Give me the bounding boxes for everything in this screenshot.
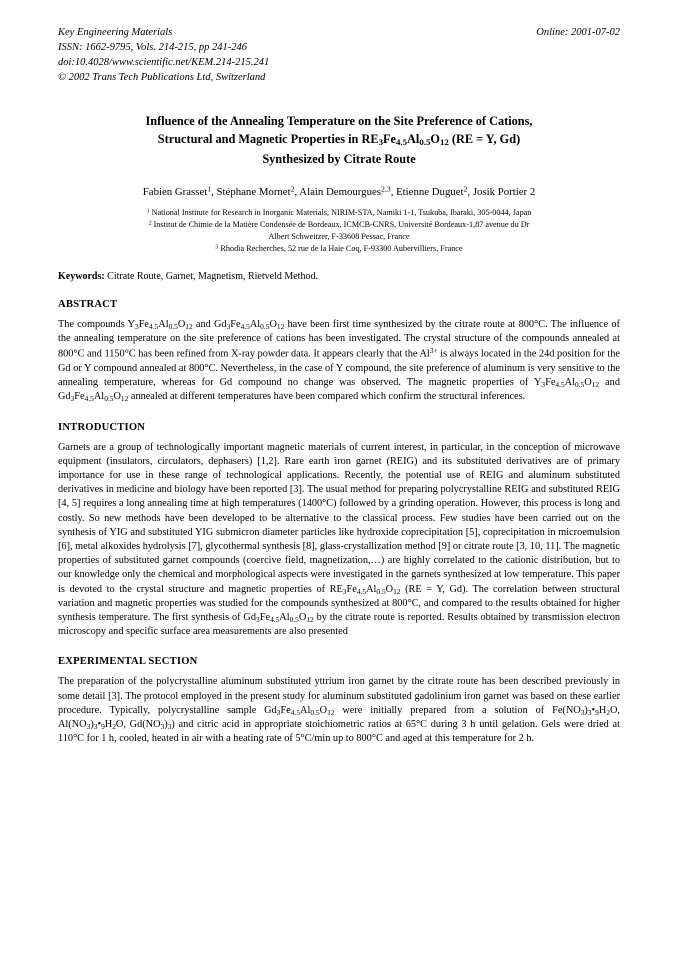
authors-text: Fabien Grasset$^1$, Stéphane Mornet$^2$, Alain Demourgues$^{2,3}$, Etienne Duguet$^2$, Josik Portier 2 xyxy=(142,184,536,199)
page-header xyxy=(58,26,620,86)
affiliation-3: $^3$ Rhodia Recherches, 52 rue de la Haie Coq, F-93300 Aubervilliers, France xyxy=(215,244,463,254)
online-date: Online: 2001-07-02 xyxy=(536,27,620,38)
introduction-heading: INTRODUCTION xyxy=(58,421,146,433)
title-line-2-mid-3: O xyxy=(430,132,440,147)
issn-line: ISSN: 1662-9795, Vols. 214-215, pp 241-246 xyxy=(58,41,247,53)
title-sub-3: 0.5 xyxy=(419,137,431,148)
keywords-label: Keywords: xyxy=(58,271,105,283)
affiliation-block xyxy=(58,207,620,255)
affiliation-1: $^1$ National Institute for Research in Inorganic Materials, NIRIM-STA, Namiki 1-1, Tsukuba, Ibaraki, 305-0044, Japan xyxy=(146,208,532,218)
author-list xyxy=(58,185,620,198)
introduction-text: Garnets are a group of technologically important magnetic materials of current interest, in particular, in the conception of microwave equipment (insulators, circulators, dephasers) [1,2]. Rare earth iron garnet (REIG) and its substituted derivatives are of primary importance for use in these range of technological applications. Recently, the potential use of REIG and aluminum substituted derivatives in medicine and biology have been reported [3]. The usual method for preparing polycrystalline REIG and substituted REIG [4, 5] requires a long annealing time at high temperatures (1400°C) followed by a grinding operation. However, this process is long and costly. So new methods have been developed to be alternative to the classical process. Few studies have been carried out on the synthesis of YIG and substituted YIG submicron diameter particles like hydroxide coprecipitation [5], coprecipitation in microemulsion [6], metal alkoxides hydrolysis [7], glycothermal synthesis [8], glass-crystallization method [9] or citrate route [3, 10, 11]. The magnetic properties of substituted garnet compounds (coercive field, magnetization,…) are highly correlated to the cationic distribution, but to our knowledge only the chemical and morphological aspects were investigated in the garnets synthesized at low temperature. This paper is devoted to the crystal structure and magnetic properties of $RE_3Fe_{4.5}Al_{0.5}O_{12}$ (RE = Y, Gd). The correlation between structural variation and magnetic properties was studied for the compounds synthesized at 800°C, and compared to the results obtained for higher synthesis temperature. The first synthesis of $Gd_3Fe_{4.5}Al_{0.5}O_{12}$ by the citrate route is reported. Results obtained by transmission electron microscopy and specific surface area measurements are also presented xyxy=(58,441,620,638)
title-sub-2: 4.5 xyxy=(395,137,408,148)
abstract-heading: ABSTRACT xyxy=(58,299,118,311)
affiliation-2: $^2$ Institut de Chimie de la Matière Condensée de Bordeaux, ICMCB-CNRS, Université Bordeaux-1,87 avenue du Dr xyxy=(148,220,530,230)
title-line-2-mid-1: Fe xyxy=(382,132,396,147)
title-line-2-mid-2: Al xyxy=(407,132,420,147)
doi-line: doi:10.4028/www.scientific.net/KEM.214-215.241 xyxy=(58,56,270,68)
page-title xyxy=(58,112,620,168)
experimental-text: The preparation of the polycrystalline aluminum substituted yttrium iron garnet by the citrate route has been described previously in some detail [3]. The protocol employed in the present study for aluminum substituted gadolinium iron garnet was based on these earlier procedure. Typically, polycrystalline sample $Gd_3Fe_{4.5}Al_{0.5}O_{12}$ were initially prepared from a solution of $Fe(NO_3)_3•_9H_2O$, $Al(NO_3)_3•_9H_2O$, $Gd(NO_3)_3$) and citric acid in appropriate stoichiometric ratios at 65°C during 3 h until gelation. Gels were dried at 110°C for 1 h, cooled, heated in air with a heating rate of 5°C/min up to 800°C and aged at this temperature for 2 h. xyxy=(58,676,621,745)
abstract-text: The compounds $Y_3Fe_{4.5}Al_{0.5}O_{12}$ and $Gd_3Fe_{4.5}Al_{0.5}O_{12}$ have been first time synthesized by the citrate route at 800°C. The influence of the annealing temperature on the site preference of cations has been investigated. The crystal structure of the compounds annealed at 800°C and 1150°C has been refined from X-ray powder data. It appears clearly that the $Al^{3+}$ is always located in the 24d position for the Gd or Y compound annealed at 800°C. Nevertheless, in the case of Y compound, the site preference of aluminum is very sensitive to the annealing temperature, whereas for Gd compound no change was observed. The magnetic properties of $Y_3Fe_{4.5}Al_{0.5}O_{12}$ and $Gd_3Fe_{4.5}Al_{0.5}O_{12}$ annealed at different temperatures have been compared which confirm the structural inferences. xyxy=(58,319,620,404)
journal-info xyxy=(58,26,269,86)
title-line-2-pre: Structural and Magnetic Properties in RE xyxy=(157,132,379,147)
affiliation-2-cont: Albert Schweitzer, F-33608 Pessac, France xyxy=(268,232,410,242)
keywords-value: Citrate Route, Garnet, Magnetism, Rietveld Method. xyxy=(107,271,318,283)
journal-title: Key Engineering Materials xyxy=(58,27,173,38)
experimental-heading: EXPERIMENTAL SECTION xyxy=(58,656,198,668)
title-line-3: Synthesized by Citrate Route xyxy=(262,151,416,166)
title-sub-1: 3 xyxy=(378,137,383,148)
title-line-1: Influence of the Annealing Temperature on the Site Preference of Cations, xyxy=(145,113,533,128)
title-line-2 xyxy=(58,130,620,149)
copyright-line: © 2002 Trans Tech Publications Ltd, Switzerland xyxy=(58,71,266,83)
title-line-2-post: (RE = Y, Gd) xyxy=(448,132,521,147)
keywords-line xyxy=(58,271,620,282)
title-sub-4: 12 xyxy=(439,137,449,148)
